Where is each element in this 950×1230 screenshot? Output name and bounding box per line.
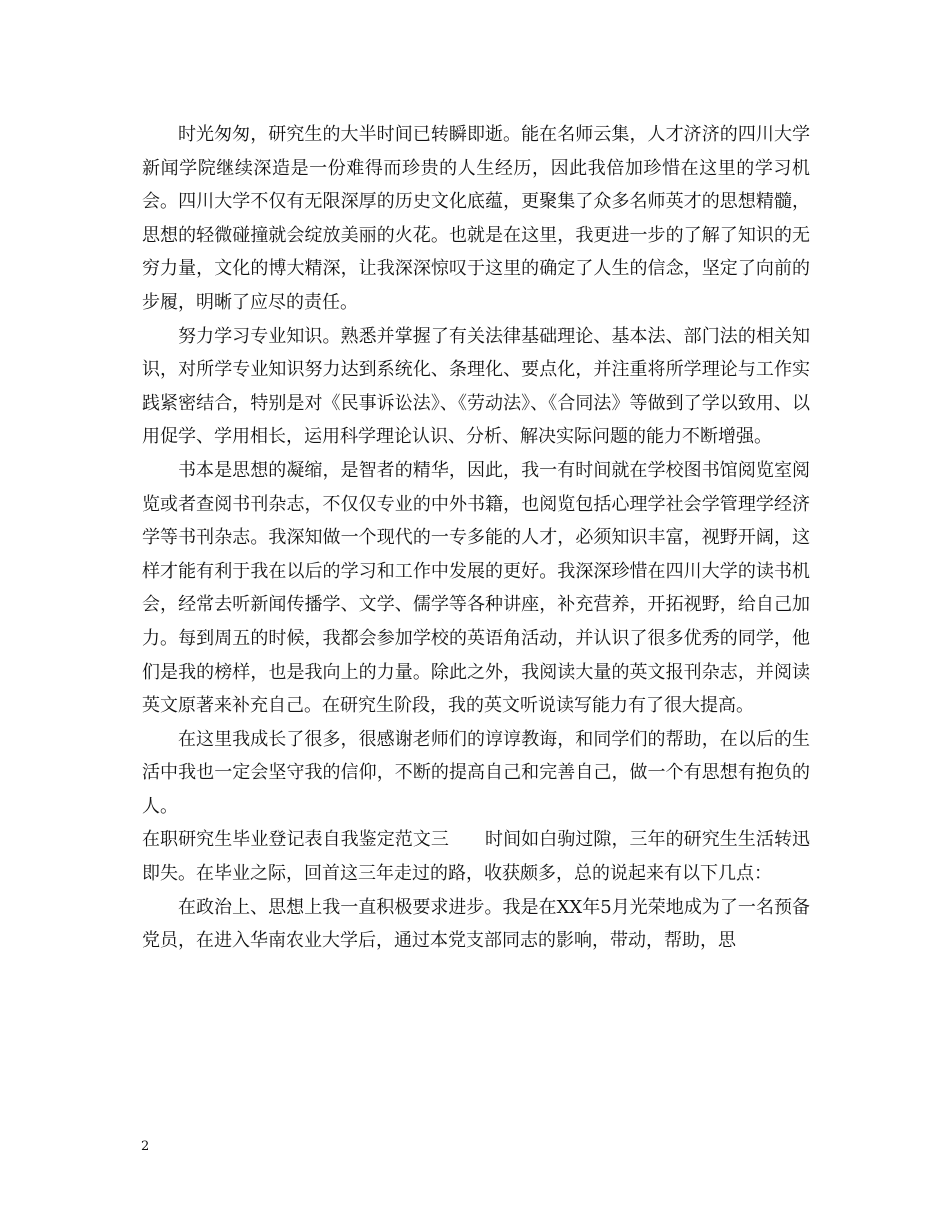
paragraph-1: 时光匆匆，研究生的大半时间已转瞬即逝。能在名师云集，人才济济的四川大学新闻学院继续深造是一份难得而珍贵的人生经历，因此我倍加珍惜在这里的学习机会。四川大学不仅有无限深厚的历史文化底蕴，更聚集了众多名师英才的思想精髓，思想的轻微碰撞就会绽放美丽的火花。也就是在这里，我更进一步的了解了知识的无穷力量，文化的博大精深，让我深深惊叹于这里的确定了人生的信念，坚定了向前的步履，明晰了应尽的责任。 — [142, 124, 810, 313]
paragraph-2: 努力学习专业知识。熟悉并掌握了有关法律基础理论、基本法、部门法的相关知识，对所学专业知识努力达到系统化、条理化、要点化，并注重将所学理论与工作实践紧密结合，特别是对《民事诉讼法》、《劳动法》、《合同法》等做到了学以致用、以用促学、学用相长，运用科学理论认识、分析、解决实际问题的能力不断增强。 — [142, 325, 810, 448]
document-body — [142, 118, 810, 958]
paragraph-4: 在这里我成长了很多，很感谢老师们的谆谆教诲，和同学们的帮助，在以后的生活中我也一定会坚守我的信仰，不断的提高自己和完善自己，做一个有思想有抱负的人。 — [142, 728, 810, 817]
section-heading-paragraph: 在职研究生毕业登记表自我鉴定范文三 时间如白驹过隙，三年的研究生生活转迅即失。在毕业之际，回首这三年走过的路，收获颇多，总的说起来有以下几点： — [142, 829, 810, 885]
page-number: 2 — [141, 1139, 150, 1154]
paragraph-6: 在政治上、思想上我一直积极要求进步。我是在XX年5月光荣地成为了一名预备党员，在进入华南农业大学后，通过本党支部同志的影响，带动，帮助，思 — [142, 896, 810, 952]
paragraph-3: 书本是思想的凝缩，是智者的精华，因此，我一有时间就在学校图书馆阅览室阅览或者查阅书刊杂志，不仅仅专业的中外书籍，也阅览包括心理学社会学管理学经济学等书刊杂志。我深知做一个现代的一专多能的人才，必须知识丰富，视野开阔，这样才能有利于我在以后的学习和工作中发展的更好。我深深珍惜在四川大学的读书机会，经常去听新闻传播学、文学、儒学等各种讲座，补充营养，开拓视野，给自己加力。每到周五的时候，我都会参加学校的英语角活动，并认识了很多优秀的同学，他们是我的榜样，也是我向上的力量。除此之外，我阅读大量的英文报刊杂志，并阅读英文原著来补充自己。在研究生阶段，我的英文听说读写能力有了很大提高。 — [142, 459, 810, 717]
